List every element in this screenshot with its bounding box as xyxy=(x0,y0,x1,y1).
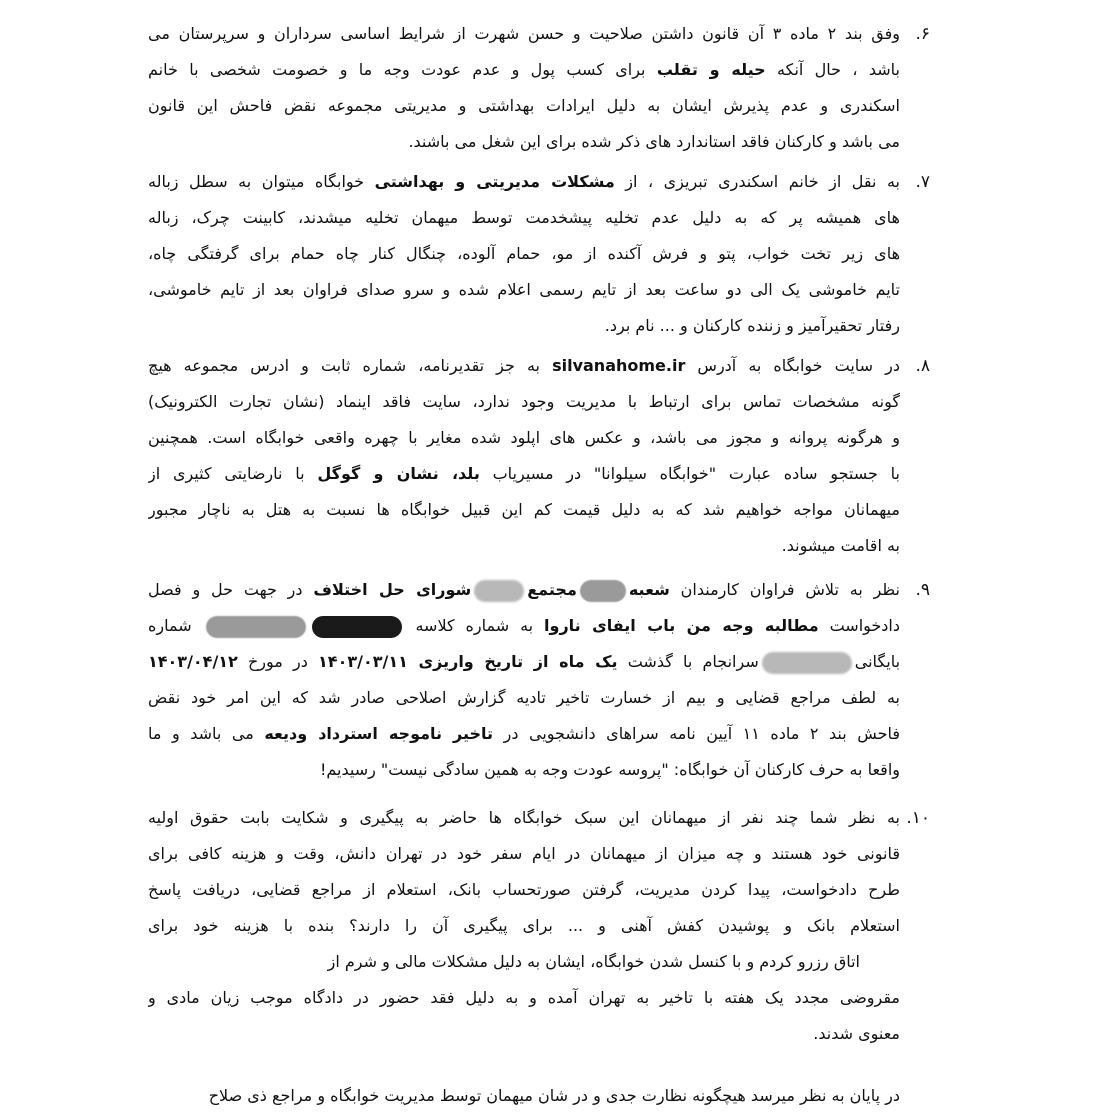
text-run: باشد ، حال آنکه xyxy=(765,60,900,79)
list-item-7 xyxy=(148,164,930,344)
text-run: رفتار تحقیرآمیز و زننده کارکنان و ... نام برد. xyxy=(604,316,900,335)
redaction-mark xyxy=(312,616,402,638)
text-run: طرح دادخواست، پیدا کردن مدیریت، گرفتن صورتحساب بانک، استعلام از مراجع قضایی، دریافت پاسخ xyxy=(148,880,900,899)
list-item-9 xyxy=(148,572,930,788)
text-line xyxy=(148,752,900,788)
text-line xyxy=(148,908,900,944)
text-run: اسکندری و عدم پذیرش ایشان به دلیل ایرادات بهداشتی و مدیریتی مجموعه نقض فاحش این قانون xyxy=(148,96,900,115)
text-run: گونه مشخصات تماس برای ارتباط با مدیریت وجود ندارد، سایت فاقد اینماد (نشان تجارت الکترونیک) xyxy=(148,392,900,411)
text-run: های همیشه پر که به دلیل عدم تخلیه پیشخدمت توسط میهمان تخلیه میشدند، کابینت چرک، زباله xyxy=(148,208,900,227)
text-run: نظر به تلاش فراوان کارمندان xyxy=(669,580,900,599)
text-line xyxy=(148,608,900,644)
text-run: در سایت خوابگاه به آدرس xyxy=(685,356,900,375)
text-line xyxy=(148,528,900,564)
bold-text: مطالبه وجه من باب ایفای ناروا xyxy=(544,616,819,635)
text-run: استعلام بانک و پوشیدن کفش آهنی و ... برای پیگیری آن را دارند؟ بنده با هزینه خود برای xyxy=(148,916,900,935)
text-run: واقعا به حرف کارکنان آن خوابگاه: "پروسه عودت وجه به همین سادگی نیست" رسیدیم! xyxy=(319,760,900,779)
redaction-mark xyxy=(762,652,852,674)
redaction-mark xyxy=(580,580,626,602)
text-line xyxy=(148,124,900,160)
bold-text: مجتمع xyxy=(527,580,577,599)
item-number: ۶. xyxy=(915,24,930,44)
text-run: دادخواست xyxy=(818,616,900,635)
text-run: سرانجام با گذشت xyxy=(617,652,759,671)
text-line xyxy=(148,16,900,52)
text-run: معنوی شدند. xyxy=(813,1024,900,1043)
bold-text: شورای حل اختلاف xyxy=(313,580,472,599)
text-line xyxy=(148,800,900,836)
text-line xyxy=(148,944,900,980)
text-line xyxy=(148,456,900,492)
bold-text: شعبه xyxy=(628,580,670,599)
text-run: می باشد و کارکنان فاقد استاندارد های ذکر شده برای این شغل می باشند. xyxy=(408,132,900,151)
text-run: به جز تقدیرنامه، شماره ثابت و ادرس مجموعه هیچ xyxy=(148,356,553,375)
text-run: به نظر شما چند نفر از میهمانان این سبک خوابگاه ها حاضر به پیگیری و شکایت بابت حقوق اولیه xyxy=(148,808,900,827)
text-line xyxy=(148,572,900,608)
text-run: قانونی خود هستند و چه میزان از میهمانان در ایام سفر خود در تهران دانش، وقت و هزینه کافی برای xyxy=(148,844,900,863)
text-run: و هرگونه پروانه و مجوز می باشد، و عکس های اپلود شده مغایر با چهره واقعی خوابگاه است. همچنین xyxy=(148,428,900,447)
text-line xyxy=(148,644,900,680)
text-run: به شماره کلاسه xyxy=(404,616,545,635)
text-run: با جستجو ساده عبارت "خوابگاه سیلوانا" در مسیریاب xyxy=(479,464,900,483)
text-line xyxy=(148,236,900,272)
bold-text: مشکلات مدیریتی و بهداشتی xyxy=(374,172,615,191)
text-run: در مورخ xyxy=(237,652,319,671)
bold-text: ۱۴۰۳/۰۴/۱۲ xyxy=(148,652,238,671)
item-number: ۷. xyxy=(915,172,930,192)
text-line xyxy=(148,836,900,872)
text-line xyxy=(148,716,900,752)
text-line xyxy=(148,200,900,236)
text-run: به اقامت میشوند. xyxy=(781,536,900,555)
website-link-text: silvanahome.ir xyxy=(552,356,686,375)
text-run: مقروضی مجدد یک هفته با تاخیر به تهران آمده و به دلیل فقد حضور در دادگاه موجب زیان مادی و xyxy=(148,988,900,1007)
text-line xyxy=(148,308,900,344)
text-run: فاحش بند ۲ ماده ۱۱ آیین نامه سراهای دانشجویی در xyxy=(493,724,900,743)
list-item-8 xyxy=(148,348,930,564)
text-run: تایم خاموشی یک الی دو ساعت بعد از تایم رسمی اعلام شده و سرو صدای فراوان بعد از تایم خاموشی، xyxy=(148,280,900,299)
text-line xyxy=(148,872,900,908)
text-line xyxy=(148,272,900,308)
text-line xyxy=(148,52,900,88)
text-line xyxy=(148,88,900,124)
text-run: بایگانی xyxy=(854,652,900,671)
text-run: می باشد و ما xyxy=(148,724,265,743)
text-run: به نقل از خانم اسکندری تبریزی ، از xyxy=(614,172,900,191)
closing-paragraph xyxy=(148,1078,900,1114)
bold-text: یک ماه از تاریخ واریزی ۱۴۰۳/۰۳/۱۱ xyxy=(318,652,618,671)
text-run: میهمانان مواجه خواهیم شد که به دلیل قیمت کم این قبیل خوابگاه ها نسبت به هتل به ناچار مجبور xyxy=(148,500,900,519)
text-line xyxy=(148,492,900,528)
item-number: ۱۰. xyxy=(906,808,930,828)
text-line xyxy=(148,680,900,716)
text-line xyxy=(148,348,900,384)
text-line xyxy=(148,1016,900,1052)
list-item-10 xyxy=(148,800,930,1052)
bold-text: بلد، نشان و گوگل xyxy=(317,464,480,483)
bold-text: حیله و تقلب xyxy=(656,60,766,79)
text-run: در جهت حل و فصل xyxy=(148,580,314,599)
text-run: با نارضایتی کثیری از xyxy=(148,464,318,483)
text-run: های زیر تخت خواب، پتو و فرش آکنده از مو، حمام آلوده، چنگال کنار چاه حمام برای گرفتگی چاه، xyxy=(148,244,900,263)
text-line xyxy=(148,420,900,456)
text-line xyxy=(148,980,900,1016)
redaction-mark xyxy=(474,580,524,602)
text-line xyxy=(148,164,900,200)
item-number: ۹. xyxy=(915,580,930,600)
redaction-mark xyxy=(206,616,306,638)
list-item-6 xyxy=(148,16,930,160)
text-run: اتاق رزرو کردم و با کنسل شدن خوابگاه، ایشان به دلیل مشکلات مالی و شرم از xyxy=(327,952,860,971)
text-run: برای کسب پول و عدم عودت وجه ما و خصومت شخصی با خانم xyxy=(148,60,657,79)
text-line xyxy=(148,384,900,420)
text-run: شماره xyxy=(148,616,203,635)
text-run: وفق بند ۲ ماده ۳ آن قانون داشتن صلاحیت و حسن شهرت از شرایط اساسی سرداران و سرپرستان می xyxy=(148,24,900,43)
closing-line: در پایان به نظر میرسد هیچگونه نظارت جدی و در شان میهمان توسط مدیریت خوابگاه و مراجع ذی صلاح xyxy=(208,1086,900,1105)
item-number: ۸. xyxy=(915,356,930,376)
bold-text: تاخیر ناموجه استرداد ودیعه xyxy=(264,724,494,743)
text-run: خوابگاه میتوان به سطل زباله xyxy=(148,172,375,191)
text-run: به لطف مراجع قضایی و بیم از خسارت تاخیر تادیه گزارش اصلاحی صادر شد که این امر خود نقض xyxy=(148,688,900,707)
